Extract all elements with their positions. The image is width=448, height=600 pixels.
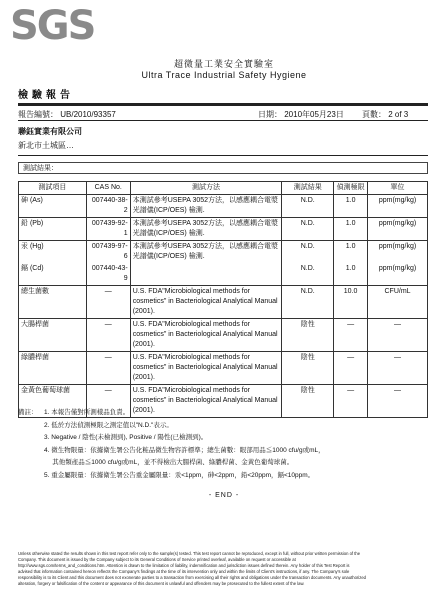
cell-limit: 10.0 bbox=[334, 286, 368, 319]
notes bbox=[18, 407, 424, 482]
results-table bbox=[18, 181, 428, 418]
header-item: 測試項目 bbox=[19, 182, 87, 195]
cell-item: 砷 (As) bbox=[19, 195, 87, 218]
section-label: 測試結果： bbox=[18, 162, 428, 174]
report-date-value: 2010年05月23日 bbox=[284, 110, 344, 119]
lab-name-en: Ultra Trace Industrial Safety Hygiene bbox=[141, 70, 307, 80]
cell-unit: ppm(mg/kg) bbox=[368, 218, 428, 241]
cell-unit: CFU/mL bbox=[368, 286, 428, 319]
cell-unit: ppm(mg/kg) bbox=[368, 195, 428, 218]
cell-cas: 007440-38-2 bbox=[86, 195, 130, 218]
header-method: 測試方法 bbox=[130, 182, 282, 195]
cell-item: 汞 (Hg) bbox=[19, 241, 87, 264]
address-rule bbox=[18, 155, 428, 156]
report-number-label: 報告編號： bbox=[18, 110, 58, 119]
cell-unit: ppm(mg/kg) bbox=[368, 263, 428, 286]
cell-method: 本測試參考USEPA 3052方法，以感應耦合電漿光譜儀(ICP/OES) 檢測. bbox=[130, 241, 282, 286]
table-row bbox=[19, 241, 428, 264]
note-line: 2. 低於方法偵測極限之測定值以"N.D."表示。 bbox=[44, 421, 173, 429]
cell-cas: — bbox=[86, 319, 130, 352]
fine-print-line: advised that information contained hereon reflects the Company's findings at the time of its intervention only and within the limits of Client's instructions, if any. The Company's sole bbox=[18, 569, 350, 574]
cell-unit: — bbox=[368, 319, 428, 352]
document-title: 檢驗報告 bbox=[18, 90, 74, 101]
page-count bbox=[362, 109, 408, 120]
cell-cas: 007440-43-9 bbox=[86, 263, 130, 286]
report-date bbox=[258, 109, 344, 120]
header-rule bbox=[18, 103, 428, 106]
cell-cas: — bbox=[86, 385, 130, 418]
sgs-logo: SGS bbox=[10, 3, 95, 49]
cell-item: 綠膿桿菌 bbox=[19, 352, 87, 385]
note-line: 其他類產品≦1000 cfu/g或mL，並不得檢出大腸桿菌、綠膿桿菌、金黃色葡萄球菌。 bbox=[44, 459, 294, 466]
cell-result: N.D. bbox=[282, 241, 334, 264]
fine-print bbox=[18, 551, 430, 587]
table-row bbox=[19, 352, 428, 385]
cell-unit: — bbox=[368, 385, 428, 418]
cell-item: 金黃色葡萄球菌 bbox=[19, 385, 87, 418]
cell-unit: — bbox=[368, 352, 428, 385]
cell-limit: 1.0 bbox=[334, 241, 368, 264]
cell-limit: 1.0 bbox=[334, 195, 368, 218]
header-cas: CAS No. bbox=[86, 182, 130, 195]
cell-method: U.S. FDA"Microbiological methods for cosmetics" in Bacteriological Analytical Manual (2001). bbox=[130, 286, 282, 319]
cell-result: N.D. bbox=[282, 263, 334, 286]
cell-limit: — bbox=[334, 319, 368, 352]
cell-method: U.S. FDA"Microbiological methods for cosmetics" in Bacteriological Analytical Manual (2001). bbox=[130, 385, 282, 418]
cell-item: 大腸桿菌 bbox=[19, 319, 87, 352]
fine-print-line: Company. This document is issued by the Company subject to its General Conditions of Service printed overleaf, available on request or accessible at bbox=[18, 557, 296, 562]
fine-print-line: http://www.sgs.com/terms_and_conditions.htm. Attention is drawn to the limitation of liability, indemnification and jurisdiction issues defined therein. Any holder of this Test Report is bbox=[18, 563, 350, 568]
cell-limit: 1.0 bbox=[334, 263, 368, 286]
cell-result: 陰性 bbox=[282, 385, 334, 418]
cell-result: 陰性 bbox=[282, 352, 334, 385]
report-number-value: UB/2010/93357 bbox=[60, 110, 116, 119]
cell-method: U.S. FDA"Microbiological methods for cosmetics" in Bacteriological Analytical Manual (2001). bbox=[130, 352, 282, 385]
company-address: 新北市土城區… bbox=[18, 141, 74, 150]
company-name: 聯鈺實業有限公司 bbox=[18, 127, 82, 136]
cell-result: 陰性 bbox=[282, 319, 334, 352]
page-count-label: 頁數： bbox=[362, 110, 386, 119]
cell-limit: — bbox=[334, 385, 368, 418]
header-result: 測試結果 bbox=[282, 182, 334, 195]
report-number bbox=[18, 109, 116, 120]
table-header-row bbox=[19, 182, 428, 195]
cell-item: 鎘 (Cd) bbox=[19, 263, 87, 286]
cell-limit: — bbox=[334, 352, 368, 385]
cell-limit: 1.0 bbox=[334, 218, 368, 241]
meta-rule bbox=[18, 120, 428, 121]
cell-item: 鉛 (Pb) bbox=[19, 218, 87, 241]
cell-result: N.D. bbox=[282, 286, 334, 319]
cell-method: 本測試參考USEPA 3052方法，以感應耦合電漿光譜儀(ICP/OES) 檢測. bbox=[130, 218, 282, 241]
note-line: 5. 重金屬限量：依據衛生署公告重金屬限量：汞<1ppm，砷<2ppm，鉛<20ppm，鎘<10ppm。 bbox=[44, 471, 315, 479]
note-line: 3. Negative / 陰性(未檢測到), Positive / 陽性(已檢測到)。 bbox=[44, 434, 208, 441]
header-limit: 偵測極限 bbox=[334, 182, 368, 195]
cell-unit: ppm(mg/kg) bbox=[368, 241, 428, 264]
table-row bbox=[19, 319, 428, 352]
note-line: 1. 本報告僅對所測樣品負責。 bbox=[44, 409, 130, 416]
cell-cas: — bbox=[86, 286, 130, 319]
end-mark: - END - bbox=[208, 492, 240, 499]
cell-result: N.D. bbox=[282, 195, 334, 218]
report-date-label: 日期： bbox=[258, 110, 282, 119]
fine-print-line: alteration, forgery or falsification of the content or appearance of this document is unlawful and offenders may be prosecuted to the fullest extent of the law. bbox=[18, 581, 305, 586]
cell-result: N.D. bbox=[282, 218, 334, 241]
cell-method: 本測試參考USEPA 3052方法，以感應耦合電漿光譜儀(ICP/OES) 檢測. bbox=[130, 195, 282, 218]
notes-label: 備註： bbox=[18, 409, 38, 416]
cell-item: 總生菌數 bbox=[19, 286, 87, 319]
header-unit: 單位 bbox=[368, 182, 428, 195]
cell-method: U.S. FDA"Microbiological methods for cosmetics" in Bacteriological Analytical Manual (2001). bbox=[130, 319, 282, 352]
note-line: 4. 微生物限量：依據衛生署公告化粧品微生物容許標準；總生菌數：眼部用品≦1000 cfu/g或mL， bbox=[44, 446, 325, 454]
table-row bbox=[19, 218, 428, 241]
table-row bbox=[19, 286, 428, 319]
lab-name-cn: 超微量工業安全實驗室 bbox=[173, 59, 274, 69]
table-row bbox=[19, 195, 428, 218]
page-count-value: 2 of 3 bbox=[388, 110, 409, 119]
cell-cas: 007439-92-1 bbox=[86, 218, 130, 241]
cell-cas: — bbox=[86, 352, 130, 385]
fine-print-line: Unless otherwise stated the results shown in this test report refer only to the sample(s) tested. This test report cannot be reproduced, except in full, without prior written permission of the bbox=[18, 551, 361, 556]
fine-print-line: responsibility is to its Client and this document does not exonerate parties to a transaction from exercising all their rights and obligations under the transaction documents. Any unauthorized bbox=[18, 575, 366, 580]
cell-cas: 007439-97-6 bbox=[86, 241, 130, 264]
